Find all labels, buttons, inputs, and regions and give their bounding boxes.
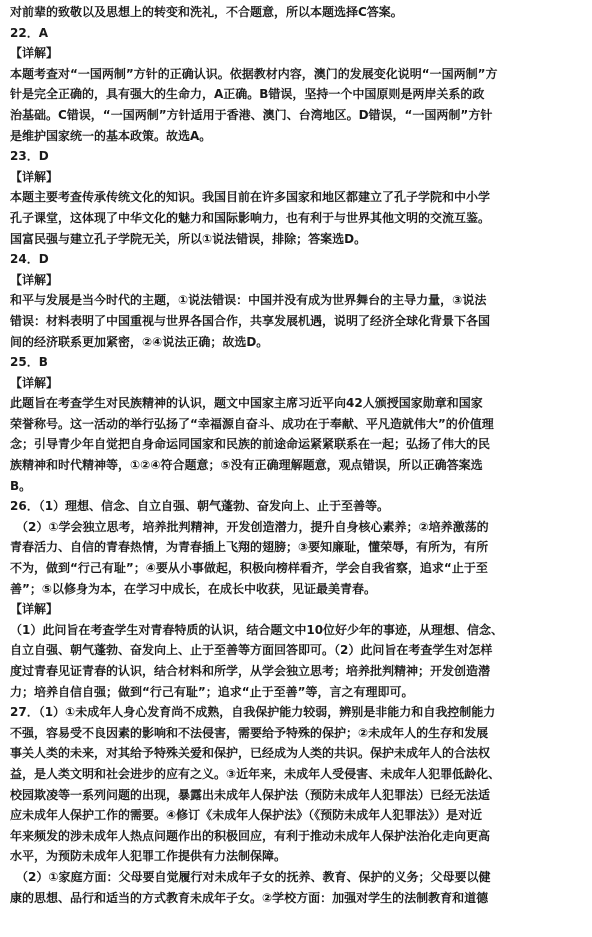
text-line: 应未成年人保护工作的需要。④修订《未成年人保护法》（《预防未成年人犯罪法》）是对近 <box>10 808 483 823</box>
text-line: 国富民强与建立孔子学院无关，所以①说法错误，排除；答案选D。 <box>10 231 367 246</box>
text-line: （2）①家庭方面：父母要自觉履行对未成年子女的抚养、教育、保护的义务；父母要以健 <box>16 869 491 884</box>
text-line: 26．（1）理想、信念、自立自强、朝气蓬勃、奋发向上、止于至善等。 <box>10 499 390 514</box>
text-line: 益，是人类文明和社会进步的应有之义。③近年来，未成年人受侵害、未成年人犯罪低龄化、 <box>10 766 501 781</box>
text-line: 不为，做到“行己有耻”；④要从小事做起，积极向榜样看齐，学会自我省察，追求“止于至 <box>10 561 488 576</box>
text-line: 本题主要考查传承传统文化的知识。我国目前在许多国家和地区都建立了孔子学院和中小学 <box>10 190 491 205</box>
text-line: 错误：材料表明了中国重视与世界各国合作，共享发展机遇，说明了经济全球化背景下各国 <box>10 313 491 328</box>
text-line: 水平，为预防未成年人犯罪工作提供有力法制保障。 <box>10 849 287 864</box>
text-line: 【详解】 <box>10 272 59 287</box>
text-line: 校园欺凌等一系列问题的出现，暴露出未成年人保护法（预防未成年人犯罪法）已经无法适 <box>10 787 491 802</box>
text-line: 22．A <box>10 25 48 40</box>
text-line: 青春活力、自信的青春热情，为青春插上飞翔的翅膀；③要知廉耻，懂荣辱，有所为，有所 <box>10 540 489 555</box>
text-line: 是维护国家统一的基本政策。故选A。 <box>10 128 212 143</box>
text-line: 治基础。C错误，“一国两制”方针适用于香港、澳门、台湾地区。D错误，“一国两制”方针 <box>10 107 493 122</box>
text-line: 不强，容易受不良因素的影响和不法侵害，需要给予特殊的保护；②未成年人的生存和发展 <box>10 725 489 740</box>
text-line: 【详解】 <box>10 46 59 61</box>
text-line: 自立自强、朝气蓬勃、奋发向上、止于至善等方面回答即可。（2）此问旨在考查学生对怎样 <box>10 643 493 658</box>
text-line: 24．D <box>10 252 49 267</box>
text-line: 孔子课堂，这体现了中华文化的魅力和国际影响力，也有利于与世界其他文明的交流互鉴。 <box>10 210 491 225</box>
text-line: 此题旨在考查学生对民族精神的认识，题文中国家主席习近平向42人颁授国家勋章和国家 <box>10 396 483 411</box>
text-line: B。 <box>10 478 32 493</box>
text-line: 【详解】 <box>10 169 59 184</box>
text-line: 针是完全正确的，具有强大的生命力，A正确。B错误，坚持一个中国原则是两岸关系的政 <box>10 87 485 102</box>
text-line: 度过青春见证青春的认识，结合材料和所学，从学会独立思考；培养批判精神；开发创造潜 <box>10 664 491 678</box>
text-line: 康的思想、品行和适当的方式教育未成年子女。②学校方面：加强对学生的法制教育和道德 <box>10 890 489 905</box>
text-line: 力；培养自信自强；做到“行己有耻”；追求“止于至善”等，言之有理即可。 <box>10 684 414 699</box>
text-line: 【详解】 <box>10 375 59 390</box>
text-line: 荣誉称号。这一活动的举行弘扬了“幸福源自奋斗、成功在于奉献、平凡造就伟大”的价值理 <box>10 416 494 431</box>
text-line: 【详解】 <box>10 602 59 617</box>
text-line: 和平与发展是当今时代的主题，①说法错误：中国并没有成为世界舞台的主导力量，③说法 <box>10 293 487 308</box>
text-line: 念；引导青少年自觉把自身命运同国家和民族的前途命运紧紧联系在一起；弘扬了伟大的民 <box>10 437 491 452</box>
text-line: 27．（1）①未成年人身心发育尚不成熟，自我保护能力较弱，辨别是非能力和自我控制能力 <box>10 705 496 720</box>
text-line: 25．B <box>10 355 48 370</box>
text-line: 善”；⑤以修身为本，在学习中成长，在成长中收获，见证最美青春。 <box>10 581 377 596</box>
text-line: 23．D <box>10 149 49 164</box>
text-line: 对前辈的致敬以及思想上的转变和洗礼，不合题意，所以本题选择C答案。 <box>10 5 403 19</box>
text-line: 事关人类的未来，对其给予特殊关爱和保护，已经成为人类的共识。保护未成年人的合法权 <box>10 746 491 761</box>
text-line: （2）①学会独立思考，培养批判精神，开发创造潜力，提升自身核心素养；②培养激荡的 <box>16 519 489 534</box>
text-line: 间的经济联系更加紧密，②④说法正确；故选D。 <box>10 334 269 349</box>
text-line: 族精神和时代精神等，①②④符合题意；⑤没有正确理解题意，观点错误，所以正确答案选 <box>10 458 483 473</box>
text-line: （1）此问旨在考查学生对青春特质的认识，结合题文中10位好少年的事迹，从理想、信念、 <box>10 622 504 637</box>
text-line: 本题考查对“一国两制”方针的正确认识。依据教材内容，澳门的发展变化说明“一国两制”方 <box>10 66 498 81</box>
text-line: 年来频发的涉未成年人热点问题作出的积极回应，有利于推动未成年人保护法治化走向更高 <box>10 828 491 843</box>
